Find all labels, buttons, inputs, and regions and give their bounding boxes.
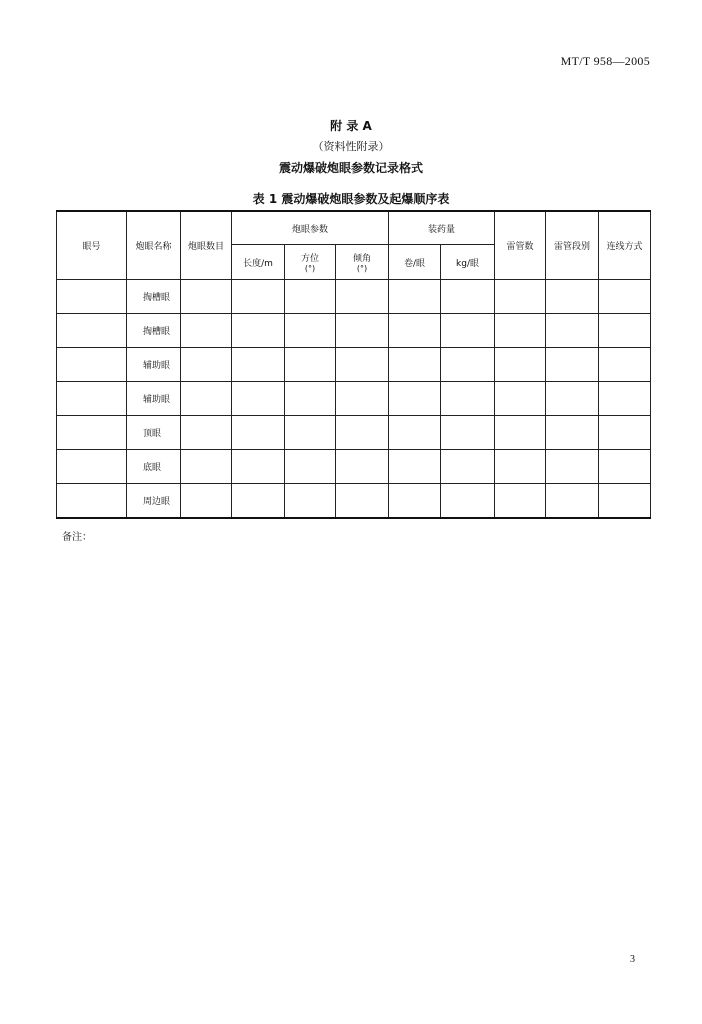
table-cell <box>495 416 546 450</box>
hole-name-cell: 周边眼 <box>127 484 181 519</box>
table-cell <box>495 314 546 348</box>
table-cell <box>232 348 285 382</box>
table-cell <box>599 348 651 382</box>
table-cell <box>336 280 389 314</box>
table-row <box>57 314 651 348</box>
table-cell <box>441 348 495 382</box>
table-cell <box>285 314 336 348</box>
table-cell <box>599 450 651 484</box>
table-cell <box>389 348 441 382</box>
table-cell <box>546 416 599 450</box>
table-row <box>57 280 651 314</box>
table-row <box>57 484 651 519</box>
header-direction-unit: (°) <box>304 264 316 273</box>
table-cell <box>57 280 127 314</box>
hole-name-cell: 底眼 <box>127 450 181 484</box>
table-cell <box>441 382 495 416</box>
table-cell <box>285 450 336 484</box>
table-cell <box>285 484 336 519</box>
header-connection-method: 连线方式 <box>599 211 651 280</box>
table-cell <box>599 382 651 416</box>
table-cell <box>389 314 441 348</box>
hole-name-cell: 掏槽眼 <box>127 314 181 348</box>
table-cell <box>441 280 495 314</box>
header-hole-no: 眼号 <box>57 211 127 280</box>
header-inclination <box>336 245 389 280</box>
table-cell <box>232 280 285 314</box>
table-cell <box>336 484 389 519</box>
table-cell <box>57 450 127 484</box>
table-cell <box>232 416 285 450</box>
table-row <box>57 382 651 416</box>
table-cell <box>441 484 495 519</box>
header-inclination-unit: (°) <box>356 264 368 273</box>
table-cell <box>181 450 232 484</box>
table-cell <box>546 484 599 519</box>
table-cell <box>336 416 389 450</box>
table-cell <box>285 416 336 450</box>
table-cell <box>232 450 285 484</box>
header-charge-rolls: 卷/眼 <box>389 245 441 280</box>
table-row <box>57 416 651 450</box>
header-direction <box>285 245 336 280</box>
header-detonator-section: 雷管段别 <box>546 211 599 280</box>
table-cell <box>57 484 127 519</box>
table-cell <box>285 280 336 314</box>
table-cell <box>495 348 546 382</box>
table-cell <box>57 416 127 450</box>
header-hole-name: 炮眼名称 <box>127 211 181 280</box>
table-cell <box>57 348 127 382</box>
table-cell <box>441 416 495 450</box>
hole-name-cell: 辅助眼 <box>127 382 181 416</box>
page-number: 3 <box>630 954 635 965</box>
hole-name-cell: 辅助眼 <box>127 348 181 382</box>
table-cell <box>441 450 495 484</box>
table-cell <box>181 314 232 348</box>
header-charge-kg: kg/眼 <box>441 245 495 280</box>
blast-hole-table <box>56 210 651 519</box>
table-cell <box>495 450 546 484</box>
table-cell <box>441 314 495 348</box>
table-cell <box>336 314 389 348</box>
table-cell <box>389 416 441 450</box>
table-cell <box>336 382 389 416</box>
appendix-title: 附 录 A <box>330 119 372 133</box>
table-caption: 表 1 震动爆破炮眼参数及起爆顺序表 <box>252 192 450 206</box>
table-cell <box>336 450 389 484</box>
table-cell <box>599 416 651 450</box>
document-title: 震动爆破炮眼参数记录格式 <box>278 161 423 175</box>
table-cell <box>389 484 441 519</box>
header-length: 长度/m <box>232 245 285 280</box>
table-cell <box>495 484 546 519</box>
hole-name-cell: 掏槽眼 <box>127 280 181 314</box>
header-hole-count: 炮眼数目 <box>181 211 232 280</box>
table-cell <box>232 484 285 519</box>
table-cell <box>232 382 285 416</box>
header-charge: 装药量 <box>389 211 495 245</box>
table-cell <box>181 416 232 450</box>
header-inclination-label: 倾角 <box>353 254 372 264</box>
table-cell <box>181 382 232 416</box>
table-cell <box>285 382 336 416</box>
standard-code: MT/T 958—2005 <box>560 54 650 68</box>
table-cell <box>336 348 389 382</box>
table-cell <box>181 280 232 314</box>
table-cell <box>546 450 599 484</box>
table-cell <box>389 450 441 484</box>
table-cell <box>285 348 336 382</box>
table-cell <box>389 280 441 314</box>
table-cell <box>546 280 599 314</box>
remarks-label: 备注： <box>62 532 92 543</box>
table-cell <box>495 280 546 314</box>
table-row <box>57 450 651 484</box>
table-cell <box>599 280 651 314</box>
table-cell <box>181 484 232 519</box>
appendix-note: （资料性附录） <box>312 140 390 153</box>
table-row <box>57 348 651 382</box>
table-cell <box>546 348 599 382</box>
table-cell <box>57 314 127 348</box>
table-cell <box>389 382 441 416</box>
header-detonator-count: 雷管数 <box>495 211 546 280</box>
header-hole-params: 炮眼参数 <box>232 211 389 245</box>
table-cell <box>546 382 599 416</box>
table-cell <box>232 314 285 348</box>
table-cell <box>495 382 546 416</box>
hole-name-cell: 顶眼 <box>127 416 181 450</box>
header-direction-label: 方位 <box>300 254 319 264</box>
table-cell <box>57 382 127 416</box>
table-cell <box>599 484 651 519</box>
table-cell <box>599 314 651 348</box>
table-cell <box>546 314 599 348</box>
table-cell <box>181 348 232 382</box>
